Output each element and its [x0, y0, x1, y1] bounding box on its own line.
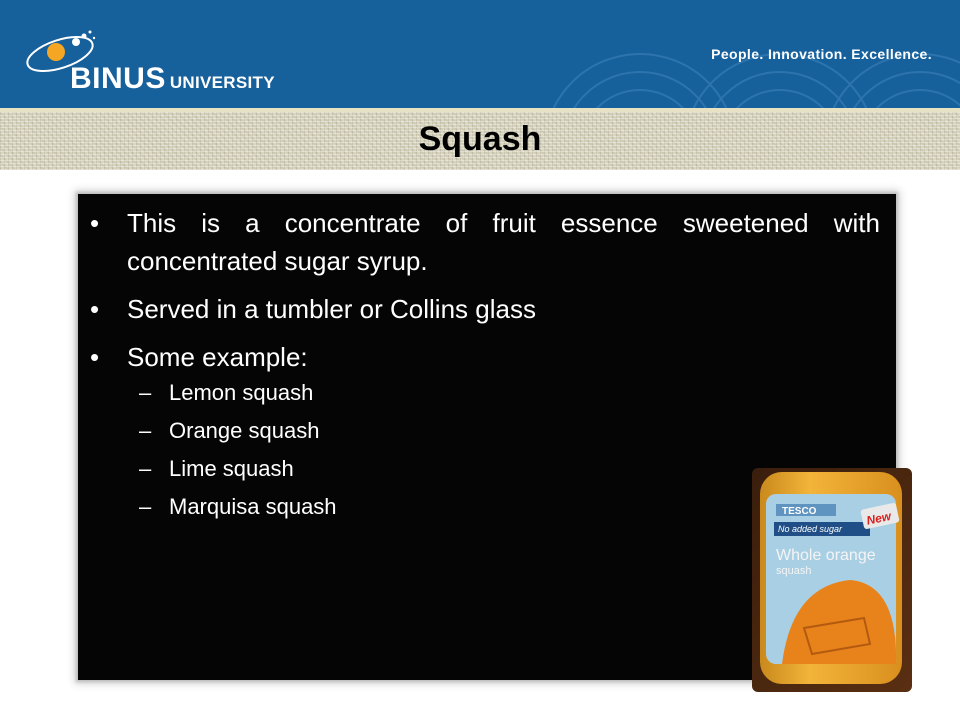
bullet-text: This is a concentrate of fruit essence sweetened with concentrated sugar syrup. — [127, 208, 880, 276]
sub-bullet-text: Lemon squash — [169, 380, 314, 405]
dash-icon: – — [139, 456, 152, 481]
label-badge: New — [865, 508, 893, 528]
dash-icon: – — [139, 380, 152, 405]
logo-wordmark — [70, 62, 275, 96]
brand-name: BINUS — [70, 62, 166, 95]
bullet-dot-icon: • — [90, 294, 100, 324]
header-banner — [0, 0, 960, 110]
sub-bullet-text: Marquisa squash — [169, 494, 337, 519]
label-claim: No added sugar — [778, 524, 843, 534]
sub-bullet-item — [127, 418, 880, 444]
sub-bullet-item — [127, 380, 880, 406]
sub-bullet-text: Orange squash — [169, 418, 320, 443]
label-product-sub: squash — [776, 565, 812, 577]
bullet-text: Some example: — [127, 342, 308, 372]
dash-icon: – — [139, 418, 152, 443]
dash-icon: – — [139, 494, 152, 519]
label-brand: TESCO — [782, 506, 817, 517]
slide-title: Squash — [418, 120, 542, 158]
header-tagline: People. Innovation. Excellence. — [711, 46, 932, 62]
squash-bottle-photo — [752, 468, 912, 692]
sub-bullet-text: Lime squash — [169, 456, 294, 481]
bullet-item — [90, 204, 880, 280]
bullet-dot-icon: • — [90, 208, 100, 238]
bullet-dot-icon: • — [90, 342, 100, 372]
brand-suffix: UNIVERSITY — [169, 73, 275, 92]
bullet-item — [90, 290, 880, 328]
bullet-text: Served in a tumbler or Collins glass — [127, 294, 536, 324]
label-product: Whole orange — [776, 547, 876, 564]
